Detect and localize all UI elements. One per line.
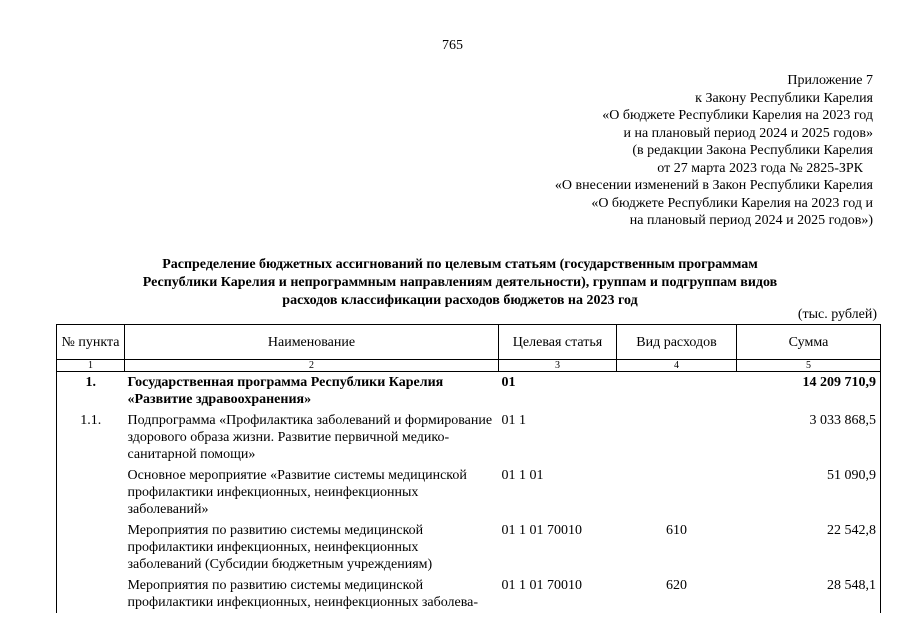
row-expense-type <box>617 372 737 411</box>
row-expense-type <box>617 465 737 520</box>
row-expense-type: 620 <box>666 578 687 593</box>
appendix-line: от 27 марта 2023 года № 2825-ЗРК <box>657 160 863 176</box>
title-line: расходов классификации расходов бюджетов на 2023 год <box>282 293 638 308</box>
row-target-article: 01 1 01 70010 <box>501 523 582 538</box>
header-amount: Сумма <box>737 325 881 360</box>
units-note: (тыс. рублей) <box>797 307 877 322</box>
appendix-line: «О бюджете Республики Карелия на 2023 год <box>602 108 873 123</box>
table-header-row <box>57 325 881 360</box>
row-amount: 3 033 868,5 <box>737 410 881 465</box>
row-target-article: 01 1 <box>501 413 526 428</box>
appendix-line: (в редакции Закона Республики Карелия <box>632 143 873 158</box>
appendix-line: Приложение 7 <box>787 73 873 88</box>
row-number <box>57 575 125 613</box>
appendix-line: «О бюджете Республики Карелия на 2023 год и <box>591 195 873 211</box>
row-name: Подпрограмма «Профилактика заболеваний и формирование здорового образа жизни. Развитие первичной медико-санитарной помощи» <box>127 413 493 462</box>
column-index: 5 <box>737 360 881 372</box>
row-number <box>57 465 125 520</box>
row-number: 1.1. <box>57 410 125 465</box>
row-expense-type: 610 <box>666 523 687 538</box>
document-title <box>90 256 830 310</box>
header-expense-type: Вид расходов <box>617 325 737 360</box>
column-index: 4 <box>617 360 737 372</box>
title-line: Республики Карелия и непрограммным направлениям деятельности), группам и подгруппам видов <box>142 275 778 290</box>
table-row <box>57 410 881 465</box>
appendix-line: к Закону Республики Карелия <box>695 90 873 106</box>
row-name: Мероприятия по развитию системы медицинской профилактики инфекционных, неинфекционных заболеваний (Субсидии бюджетным учреждениям) <box>127 523 433 572</box>
row-amount: 22 542,8 <box>737 520 881 575</box>
page-number: 765 <box>442 38 463 53</box>
title-line: Распределение бюджетных ассигнований по целевым статьям (государственным программам <box>162 257 758 272</box>
column-index-row <box>57 360 881 372</box>
row-amount: 14 209 710,9 <box>737 372 881 411</box>
table-row <box>57 372 881 411</box>
column-index: 3 <box>499 360 617 372</box>
budget-table <box>56 324 881 613</box>
row-name: Государственная программа Республики Карелия «Развитие здравоохранения» <box>127 375 444 407</box>
row-target-article: 01 1 01 <box>501 468 544 483</box>
column-index: 2 <box>125 360 499 372</box>
appendix-reference <box>555 72 873 230</box>
appendix-line: и на плановый период 2024 и 2025 годов» <box>623 125 873 141</box>
table-row <box>57 575 881 613</box>
header-item-number: № пункта <box>57 325 125 360</box>
column-index: 1 <box>57 360 125 372</box>
row-name: Основное мероприятие «Развитие системы медицинской профилактики инфекционных, неинфекционных заболеваний» <box>127 468 467 517</box>
header-target-article: Целевая статья <box>499 325 617 360</box>
row-target-article: 01 1 01 70010 <box>501 578 582 593</box>
row-amount: 28 548,1 <box>737 575 881 613</box>
row-expense-type <box>617 410 737 465</box>
table-row <box>57 520 881 575</box>
appendix-line: на плановый период 2024 и 2025 годов») <box>629 213 873 228</box>
row-number: 1. <box>57 372 125 411</box>
row-number <box>57 520 125 575</box>
table-row <box>57 465 881 520</box>
header-name: Наименование <box>125 325 499 360</box>
appendix-line: «О внесении изменений в Закон Республики Карелия <box>554 178 873 193</box>
row-name: Мероприятия по развитию системы медицинской профилактики инфекционных, неинфекционных заболева- <box>127 578 479 610</box>
row-amount: 51 090,9 <box>737 465 881 520</box>
row-target-article: 01 <box>501 375 516 390</box>
